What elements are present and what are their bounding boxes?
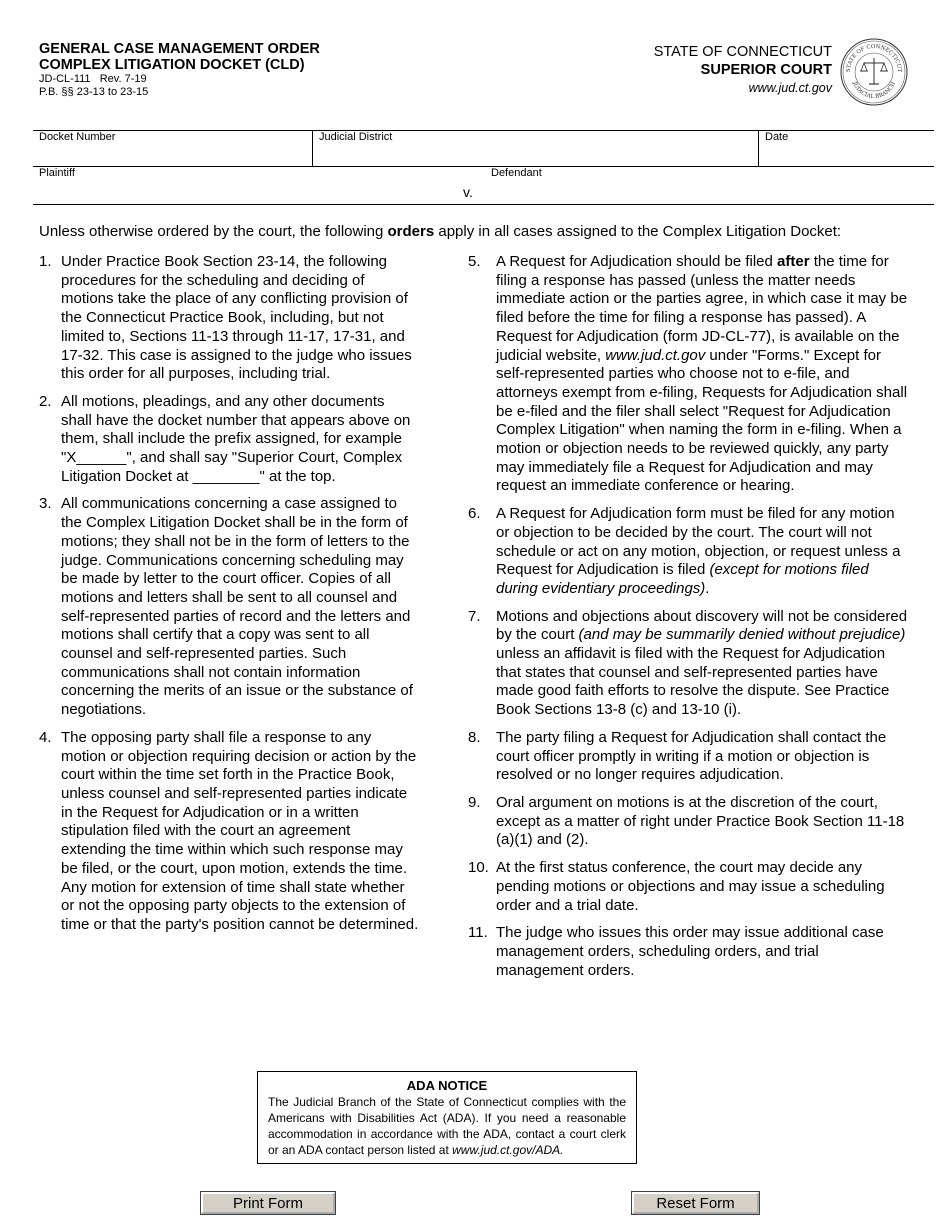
- order-text: A Request for Adjudication form must be filed for any motion or objection to be decided by the court. The court will not schedule or act on any motion, objection, or request unless a Request for Adjudication is filed: [496, 505, 901, 579]
- order-item-2: [39, 393, 419, 487]
- reset-form-button[interactable]: Reset Form: [632, 1192, 759, 1214]
- plaintiff-cell: [33, 167, 483, 204]
- order-number: 11.: [468, 924, 488, 942]
- order-text-italic: (and may be summarily denied without prejudice): [578, 626, 906, 644]
- plaintiff-input[interactable]: [39, 182, 453, 202]
- order-number: 8.: [468, 728, 481, 746]
- order-number: 5.: [468, 253, 481, 270]
- form-number: JD-CL-111 Rev. 7-19: [39, 73, 147, 85]
- order-text: the time for filing a response has passed (unless the matter needs immediate action or the parties agree, in which case it may be filed before the time for filing a response has passed). A Request for Adjudication (form JD-CL-77), is available on the judicial website,: [496, 253, 908, 364]
- judicial-district-input[interactable]: [319, 144, 754, 164]
- website-link: www.jud.ct.gov: [605, 346, 706, 364]
- print-form-button[interactable]: Print Form: [201, 1192, 335, 1214]
- state-name: STATE OF CONNECTICUT: [653, 44, 832, 60]
- order-number: 6.: [468, 505, 481, 523]
- defendant-cell: [483, 167, 934, 204]
- form-header: [39, 41, 320, 99]
- court-website: www.jud.ct.gov: [748, 81, 832, 95]
- order-item-6: [468, 505, 910, 599]
- intro-text-pre: Unless otherwise ordered by the court, the following: [39, 223, 388, 240]
- docket-number-input[interactable]: [39, 144, 308, 164]
- order-item-3: [39, 495, 419, 719]
- orders-left-column: [39, 253, 419, 944]
- intro-text-post: apply in all cases assigned to the Complex Litigation Docket:: [434, 223, 842, 240]
- order-item-1: [39, 253, 419, 384]
- court-header: [654, 43, 832, 97]
- ada-notice-title: ADA NOTICE: [406, 1078, 488, 1093]
- order-item-5: [468, 253, 910, 496]
- order-text: Motions and objections about discovery will not be considered by the court: [496, 607, 908, 644]
- ada-notice-text: [268, 1094, 626, 1158]
- judicial-district-label: Judicial District: [319, 131, 393, 143]
- judicial-seal-icon: [840, 38, 908, 106]
- order-text: The party filing a Request for Adjudication shall contact the court officer promptly in writing if a motion or objection is resolved or no longer requires adjudication.: [496, 728, 887, 784]
- order-item-11: [468, 924, 910, 980]
- order-text: All motions, pleadings, and any other documents shall have the docket number that appears above on them, shall include the prefix assigned, for example "X______", and shall say "Superior Court, Complex Litigation Docket at ________" at the top.: [61, 392, 411, 485]
- order-text: The opposing party shall file a response to any motion or objection requiring decision or action by the court within the time set forth in the Practice Book, unless counsel and self-represented parties indicate in the Request for Adjudication or in a written stipulation filed with the court an agreement extending the time within which such response may be filed, or the court, upon motion, extends the time. Any motion for extension of time shall state whether or not the opposing party objects to the extension of time or that the party's position cannot be determined.: [61, 728, 419, 933]
- versus-label: v.: [463, 184, 473, 200]
- order-text: unless an affidavit is filed with the Request for Adjudication that states that counsel and self-represented parties have made good faith efforts to resolve the dispute. See Practice Book Sections 13-8 (c) and 13-10 (i).: [496, 645, 890, 719]
- order-number: 10.: [468, 859, 489, 877]
- order-text: At the first status conference, the court may decide any pending motions or objections and may issue a scheduling order and a trial date.: [496, 859, 885, 914]
- order-item-7: [468, 608, 910, 720]
- defendant-input[interactable]: [503, 182, 930, 202]
- order-item-4: [39, 729, 419, 935]
- defendant-label: Defendant: [491, 167, 542, 179]
- ada-link[interactable]: www.jud.ct.gov/ADA.: [452, 1143, 564, 1157]
- docket-number-cell: [33, 131, 312, 166]
- judicial-district-cell: [312, 131, 758, 166]
- order-item-10: [468, 859, 910, 915]
- order-item-9: [468, 794, 910, 850]
- court-name: SUPERIOR COURT: [700, 62, 832, 78]
- plaintiff-label: Plaintiff: [39, 167, 75, 179]
- ada-notice-body: The Judicial Branch of the State of Connecticut complies with the Americans with Disabilities Act (ADA). If you need a reasonable accommodation in accordance with the ADA, contact a court clerk or an ADA contact person listed at: [268, 1095, 626, 1157]
- order-text: All communications concerning a case assigned to the Complex Litigation Docket shall be in the form of motions; they shall not be in the form of letters to the judge. Communications concerning scheduling may be made by letter to the court officer. Copies of all motions and letters shall be sent to all counsel and self-represented parties of record and the letters and motions shall certify that a copy was sent to all counsel and self-represented parties. Such communications shall not contain information concerning the merits of an issue or the substance of negotiations.: [61, 495, 413, 719]
- order-number: 3.: [39, 495, 52, 513]
- order-number: 2.: [39, 392, 52, 410]
- form-title-line1: GENERAL CASE MANAGEMENT ORDER: [39, 41, 320, 57]
- docket-number-label: Docket Number: [39, 131, 116, 143]
- order-number: 9.: [468, 793, 481, 811]
- statute-reference: P.B. §§ 23-13 to 23-15: [39, 86, 149, 98]
- order-text: .: [705, 579, 710, 597]
- order-number: 1.: [39, 253, 52, 270]
- order-item-8: [468, 729, 910, 785]
- seal-text-top: STATE OF CONNECTICUT: [845, 43, 903, 73]
- order-text: The judge who issues this order may issue additional case management orders, scheduling orders, and trial management orders.: [496, 924, 884, 979]
- order-text-bold: after: [777, 253, 810, 270]
- form-title-line2: COMPLEX LITIGATION DOCKET (CLD): [39, 57, 305, 73]
- order-text: Under Practice Book Section 23-14, the following procedures for the scheduling and deciding of motions take the place of any conflicting provision of the Connecticut Practice Book, including, but not limited to, Sections 11-13 through 11-17, 17-31, and 17-32. This case is assigned to the judge who issues this order for all purposes, including trial.: [61, 253, 412, 383]
- order-text: A Request for Adjudication should be filed: [496, 253, 778, 270]
- order-text: Oral argument on motions is at the discretion of the court, except as a matter of right under Practice Book Section 11-18 (a)(1) and (2).: [496, 793, 905, 849]
- date-input[interactable]: [765, 144, 930, 164]
- date-cell: [758, 131, 934, 166]
- intro-paragraph: [39, 222, 939, 241]
- ada-notice: [257, 1071, 637, 1164]
- order-number: 4.: [39, 728, 52, 746]
- seal-text-bottom: JUDICIAL BRANCH: [851, 81, 897, 101]
- orders-right-column: [468, 253, 910, 989]
- order-text-italic: (except for motions filed during evidentiary proceedings): [496, 561, 869, 597]
- date-label: Date: [765, 131, 789, 143]
- case-info-fields: [33, 130, 934, 205]
- order-number: 7.: [468, 607, 481, 625]
- order-text: under "Forms." Except for self-represented parties who choose not to e-file, and attorneys exempt from e-filing, Requests for Adjudication shall be e-filed and the filer shall select "Request for Adjudication Complex Litigation" when naming the form in e-filing. When a motion or objection needs to be reviewed quickly, any party may immediately file a Request for Adjudication and may request an immediate conference or hearing.: [496, 346, 908, 495]
- intro-text-bold: orders: [387, 223, 435, 240]
